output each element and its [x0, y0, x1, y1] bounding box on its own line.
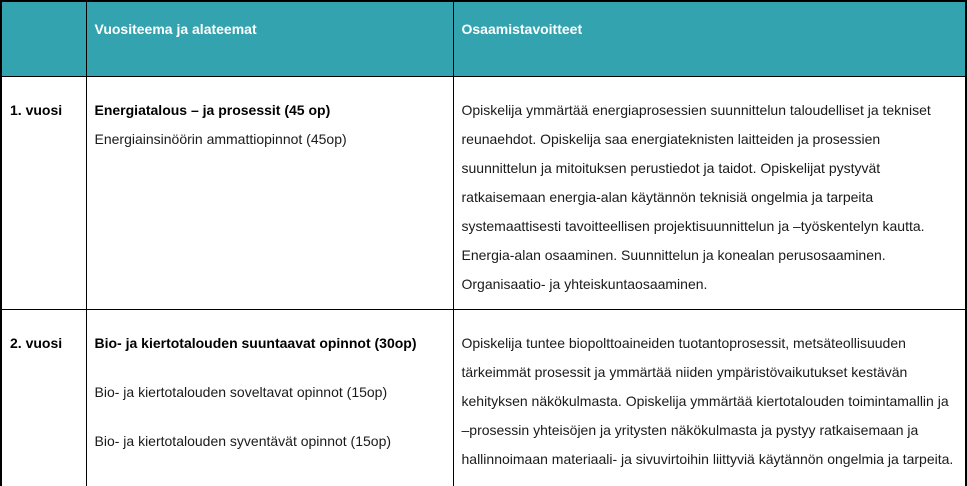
header-cell-objectives: Osaamistavoitteet [453, 1, 966, 76]
header-row [1, 1, 966, 76]
theme-item: Bio- ja kiertotalouden syventävät opinnot (15op) [94, 432, 392, 449]
header-cell-themes: Vuositeema ja alateemat [86, 1, 453, 76]
theme-item: Energiainsinöörin ammattiopinnot (45op) [94, 130, 347, 147]
table-row-year-1 [1, 76, 966, 309]
year-cell [1, 76, 86, 309]
year-label: 2. vuosi [10, 334, 63, 351]
theme-title: Bio- ja kiertotalouden suuntaavat opinnot (30op) [94, 334, 417, 351]
theme-title: Energiatalous – ja prosessit (45 op) [94, 101, 331, 118]
year-label: 1. vuosi [10, 101, 63, 118]
objectives-cell [453, 309, 966, 486]
year-cell [1, 309, 86, 486]
themes-cell [86, 76, 453, 309]
objectives-text: Opiskelija ymmärtää energiaprosessien suunnittelun taloudelliset ja tekniset reunaehdot. Opiskelija saa energiateknisten laitteiden ja prosessien suunnittelun ja mitoituksen perustiedot ja taidot. Opiskelijat pystyvät ratkaisemaan energia-alan käytännön teknisiä ongelmia ja tarpeita systemaattisesti tavoitteellisen projektisuunnittelun ja –työskentelyn kautta. Energia-alan osaaminen. Suunnittelun ja konealan perusosaaminen. Organisaatio- ja yhteiskuntaosaaminen. [461, 101, 931, 292]
objectives-text: Opiskelija tuntee biopolttoaineiden tuotantoprosessit, metsäteollisuuden tärkeimmät prosessit ja ymmärtää niiden ympäristövaikutukset kestävän kehityksen näkökulmasta. Opiskelija ymmärtää kiertotalouden toimintamallin ja –prosessin yhteisöjen ja yritysten näkökulmasta ja pystyy ratkaisemaan ja hallinnoimaan materiaali- ja sivuvirtoihin liittyviä käytännön ongelmia ja tarpeita. [461, 334, 954, 467]
theme-item: Bio- ja kiertotalouden soveltavat opinnot (15op) [94, 383, 388, 400]
themes-cell [86, 309, 453, 486]
header-cell-year [1, 1, 86, 76]
objectives-cell [453, 76, 966, 309]
table-row-year-2 [1, 309, 966, 486]
